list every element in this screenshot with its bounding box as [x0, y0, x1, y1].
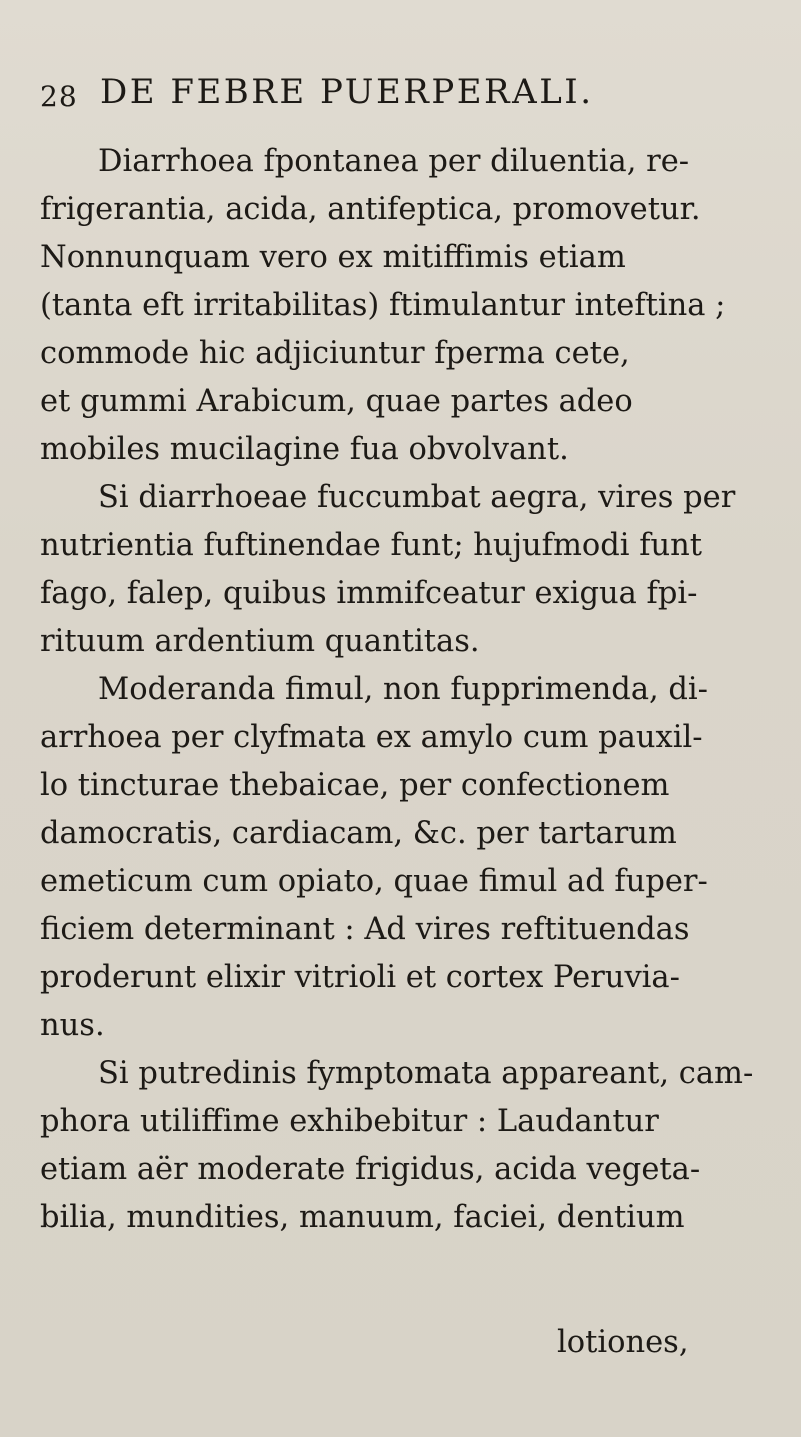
text-line: Moderanda fimul, non fupprimenda, di- [98, 672, 708, 707]
running-head [40, 72, 760, 124]
text-line: (tanta eft irritabilitas) ftimulantur inteftina ; [40, 288, 726, 323]
text-line: Si diarrhoeae fuccumbat aegra, vires per [98, 480, 736, 515]
text-line: ficiem determinant : Ad vires reftituendas [40, 912, 690, 947]
text-line: Diarrhoea fpontanea per diluentia, re- [98, 144, 690, 179]
text-line: nutrientia fuftinendae funt; hujufmodi funt [40, 528, 703, 563]
text-line: Nonnunquam vero ex mitiffimis etiam [40, 240, 626, 275]
page-number: 28 [40, 80, 78, 113]
text-line: bilia, mundities, manuum, faciei, dentium [40, 1200, 685, 1235]
text-line: nus. [40, 1008, 105, 1043]
text-line: fago, falep, quibus immifceatur exigua fpi- [40, 576, 698, 611]
text-line: rituum ardentium quantitas. [40, 624, 480, 659]
text-line: mobiles mucilagine fua obvolvant. [40, 432, 569, 467]
text-line: et gummi Arabicum, quae partes adeo [40, 384, 633, 419]
text-line: commode hic adjiciuntur fperma cete, [40, 336, 630, 371]
text-line: frigerantia, acida, antifeptica, promovetur. [40, 192, 701, 227]
text-line: lo tincturae thebaicae, per confectionem [40, 768, 670, 803]
running-title: DE FEBRE PUERPERALI. [100, 72, 594, 112]
text-line: arrhoea per clyfmata ex amylo cum pauxil- [40, 720, 703, 755]
text-line: etiam aër moderate frigidus, acida vegeta- [40, 1152, 701, 1187]
text-line: proderunt elixir vitrioli et cortex Peruvia- [40, 960, 680, 995]
text-line: emeticum cum opiato, quae fimul ad fuper- [40, 864, 708, 899]
text-line: damocratis, cardiacam, &c. per tartarum [40, 816, 677, 851]
catchword: lotiones, [557, 1325, 689, 1360]
text-line: Si putredinis fymptomata appareant, cam- [98, 1056, 754, 1091]
text-line: phora utiliffime exhibebitur : Laudantur [40, 1104, 659, 1139]
